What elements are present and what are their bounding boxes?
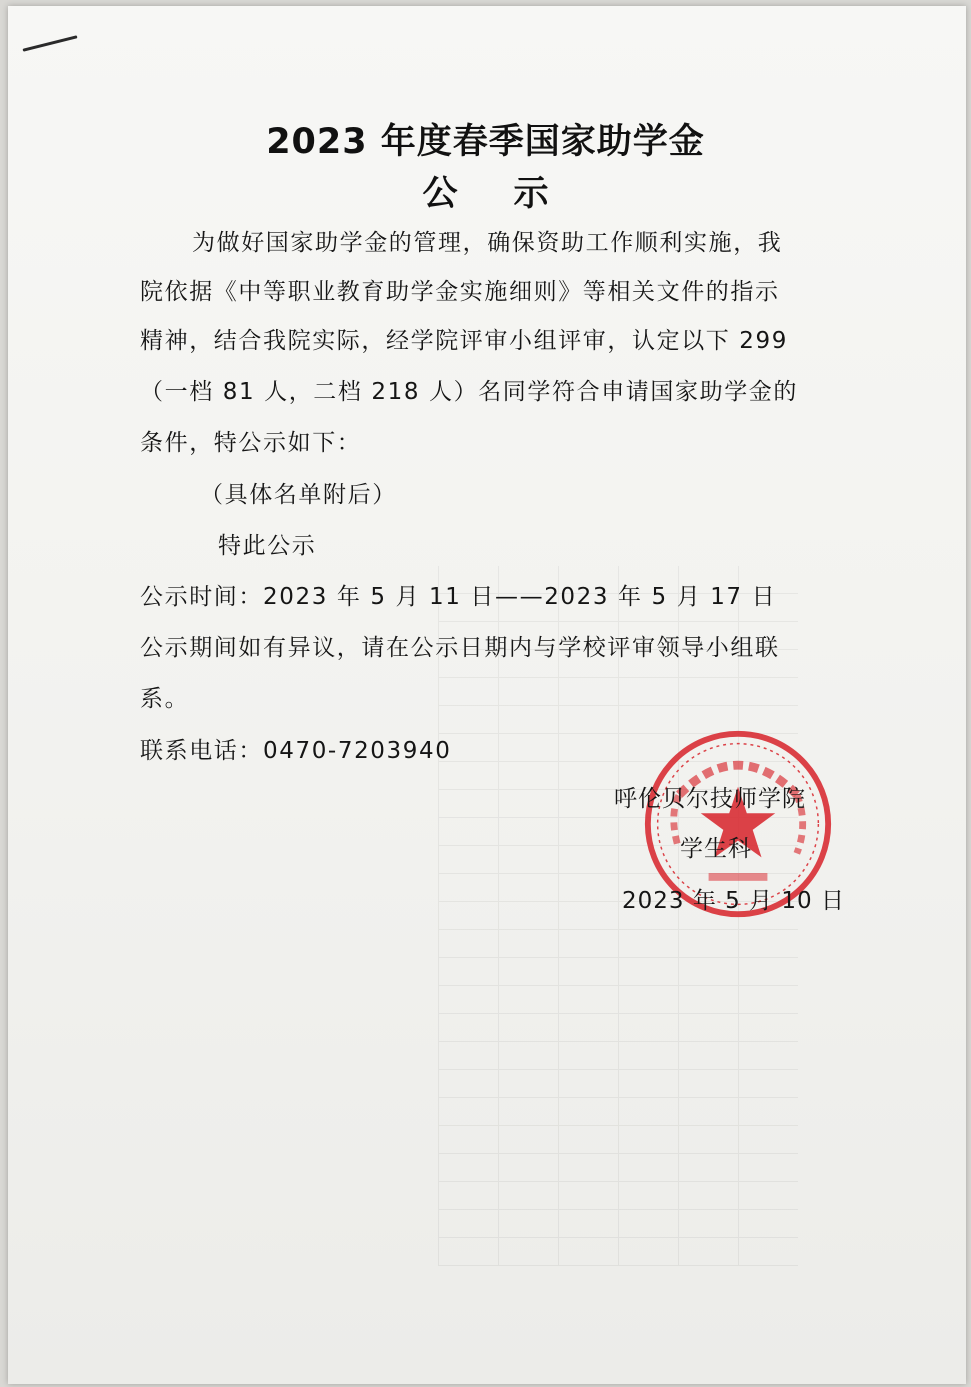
body-line-5: 条件，特公示如下： [140, 430, 362, 456]
closing-text: 特此公示 [218, 533, 317, 559]
objection-line-1: 公示期间如有异议，请在公示日期内与学校评审领导小组联 [140, 635, 780, 661]
signature-date: 2023 年 5 月 10 日 [622, 888, 845, 914]
body-line-4: （一档 81 人，二档 218 人）名同学符合申请国家助学金的 [140, 379, 799, 405]
pen-mark [22, 35, 77, 51]
attachment-note: （具体名单附后） [200, 482, 397, 508]
signature-dept: 学生科 [680, 836, 752, 862]
body-line-1: 为做好国家助学金的管理，确保资助工作顺利实施，我 [192, 230, 783, 256]
body-line-2: 院依据《中等职业教育助学金实施细则》等相关文件的指示 [140, 279, 780, 305]
document-subtitle: 公示 [422, 174, 605, 214]
objection-line-2: 系。 [140, 686, 190, 712]
notice-period: 公示时间：2023 年 5 月 11 日——2023 年 5 月 17 日 [140, 584, 777, 610]
body-line-3: 精神，结合我院实际，经学院评审小组评审，认定以下 299 [140, 328, 789, 354]
signature-org: 呼伦贝尔技师学院 [614, 786, 806, 812]
contact-phone: 联系电话：0470-7203940 [140, 738, 452, 764]
document-title: 2023 年度春季国家助学金 [266, 122, 705, 162]
